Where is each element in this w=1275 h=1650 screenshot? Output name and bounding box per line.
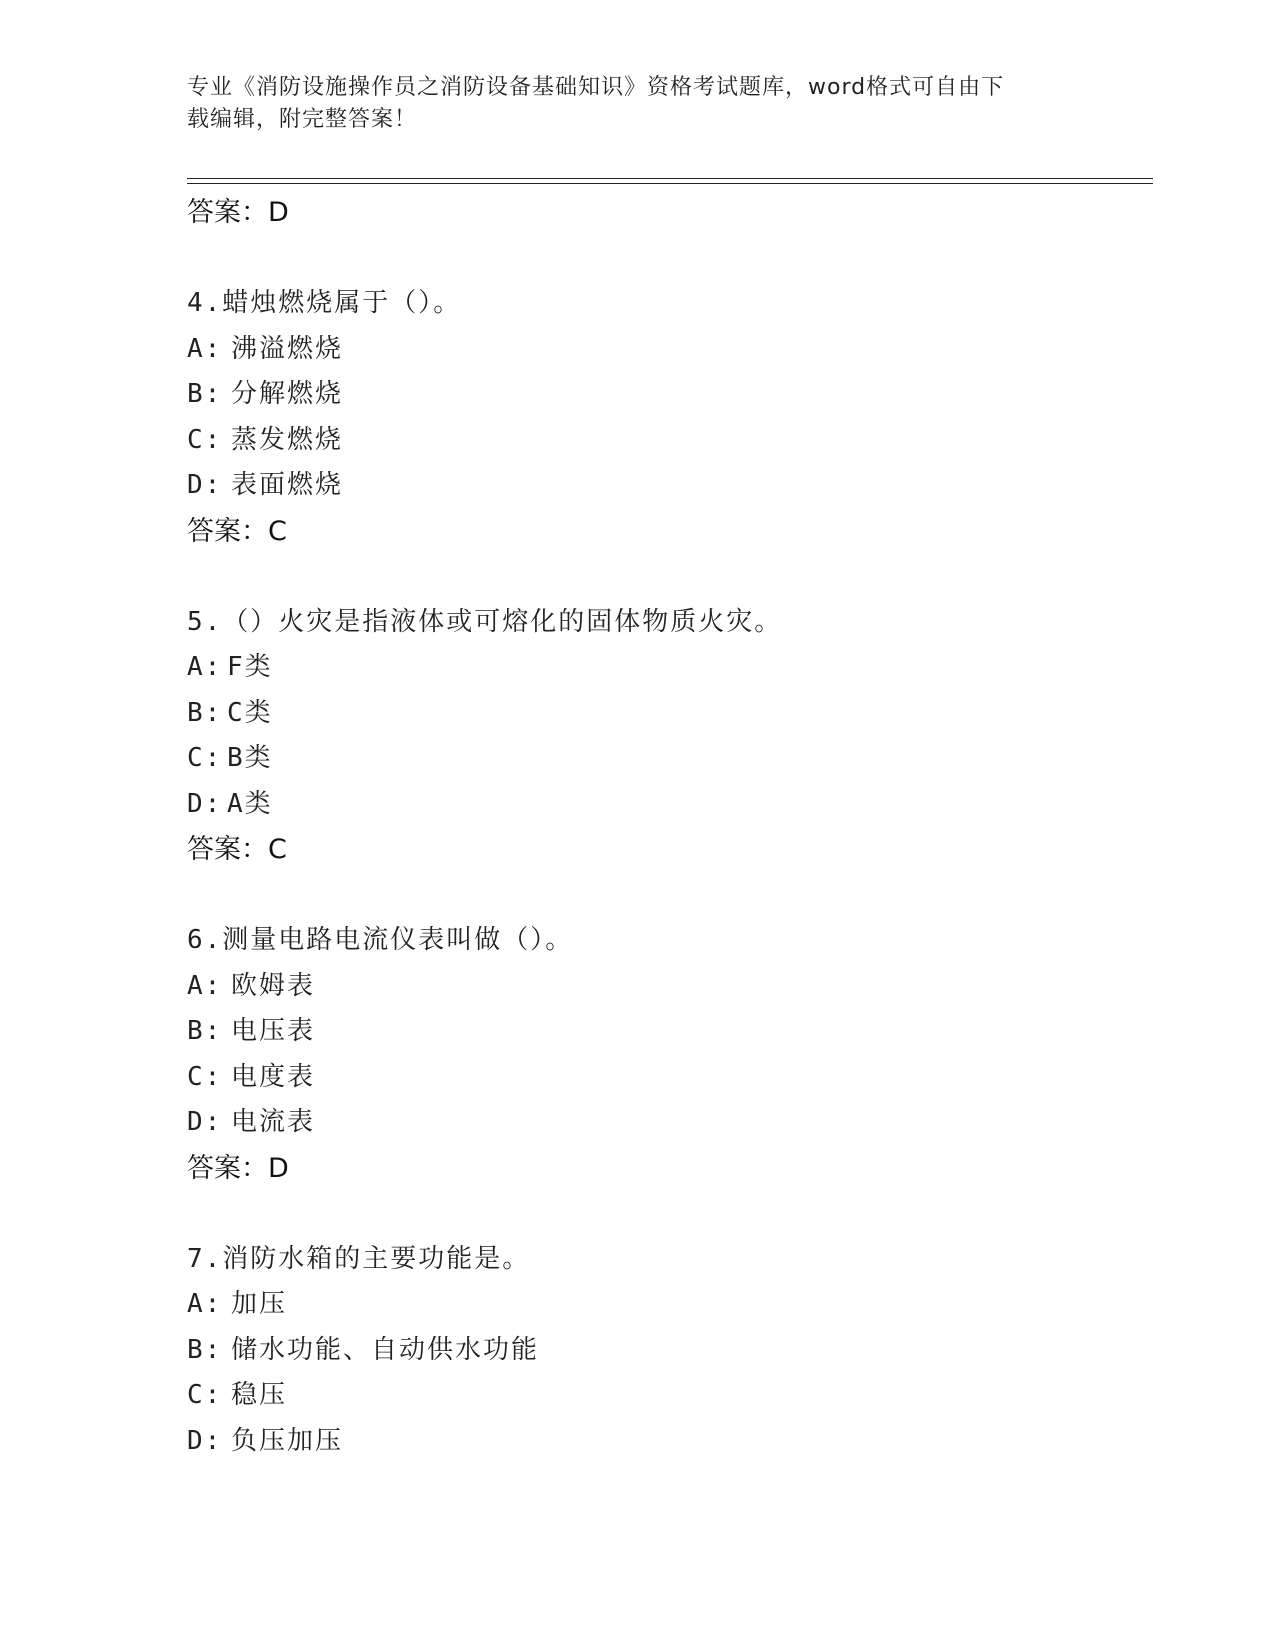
option-text: F类	[227, 652, 273, 682]
option-letter: C:	[187, 1061, 223, 1092]
question-list	[187, 190, 1147, 1464]
option-a	[187, 964, 1147, 1010]
option-b	[187, 691, 1147, 737]
question-title: 6.测量电路电流仪表叫做（）。	[187, 925, 574, 955]
option-text: 电压表	[231, 1016, 316, 1046]
header-divider	[187, 178, 1153, 184]
option-letter: C:	[187, 424, 223, 455]
option-text: 负压加压	[231, 1425, 344, 1456]
option-d	[187, 782, 1147, 828]
option-letter: D:	[187, 470, 223, 500]
option-letter: B:	[187, 379, 223, 409]
question-title: 4.蜡烛燃烧属于（）。	[187, 288, 462, 318]
option-text: 储水功能、自动供水功能	[231, 1334, 540, 1365]
option-letter: C:	[187, 743, 223, 773]
option-c	[187, 418, 1147, 464]
document-header	[187, 72, 1067, 136]
header-line-2: 载编辑，附完整答案！	[187, 107, 418, 132]
option-letter: B:	[187, 697, 223, 728]
answer-line: 答案：C	[187, 834, 287, 865]
answer-line: 答案：C	[187, 515, 287, 547]
option-d	[187, 1100, 1147, 1146]
question-item	[187, 281, 1147, 555]
option-b	[187, 372, 1147, 418]
option-text: 电度表	[231, 1061, 316, 1092]
option-text: A类	[227, 788, 273, 819]
header-line-1: 专业《消防设施操作员之消防设备基础知识》资格考试题库，word格式可自由下	[187, 75, 1005, 100]
option-letter: B:	[187, 1016, 223, 1046]
question-title: 7.消防水箱的主要功能是。	[187, 1243, 531, 1274]
option-d	[187, 463, 1147, 509]
question-title: 5.（）火灾是指液体或可熔化的固体物质火灾。	[187, 606, 783, 637]
option-letter: C:	[187, 1380, 223, 1410]
option-c	[187, 1373, 1147, 1419]
question-item	[187, 918, 1147, 1192]
question-item	[187, 1237, 1147, 1465]
option-c	[187, 1055, 1147, 1101]
option-letter: A:	[187, 333, 223, 364]
option-text: C类	[227, 697, 273, 728]
option-text: 蒸发燃烧	[231, 424, 344, 455]
option-letter: B:	[187, 1334, 223, 1365]
option-letter: A:	[187, 652, 223, 682]
option-text: 表面燃烧	[231, 470, 344, 500]
option-text: 稳压	[231, 1380, 288, 1410]
option-text: 电流表	[231, 1107, 316, 1137]
option-a	[187, 327, 1147, 373]
option-text: 加压	[231, 1289, 288, 1319]
option-text: 分解燃烧	[231, 379, 344, 409]
option-letter: D:	[187, 1425, 223, 1456]
option-d	[187, 1419, 1147, 1465]
option-letter: A:	[187, 970, 223, 1001]
option-b	[187, 1328, 1147, 1374]
option-a	[187, 645, 1147, 691]
option-letter: A:	[187, 1289, 223, 1319]
question-item	[187, 600, 1147, 874]
option-b	[187, 1009, 1147, 1055]
option-letter: D:	[187, 788, 223, 819]
option-a	[187, 1282, 1147, 1328]
option-text: 欧姆表	[231, 970, 316, 1001]
option-text: 沸溢燃烧	[231, 333, 344, 364]
option-text: B类	[227, 743, 273, 773]
answer-line: 答案：D	[187, 197, 289, 228]
option-letter: D:	[187, 1107, 223, 1137]
option-c	[187, 736, 1147, 782]
answer-line: 答案：D	[187, 1152, 289, 1184]
